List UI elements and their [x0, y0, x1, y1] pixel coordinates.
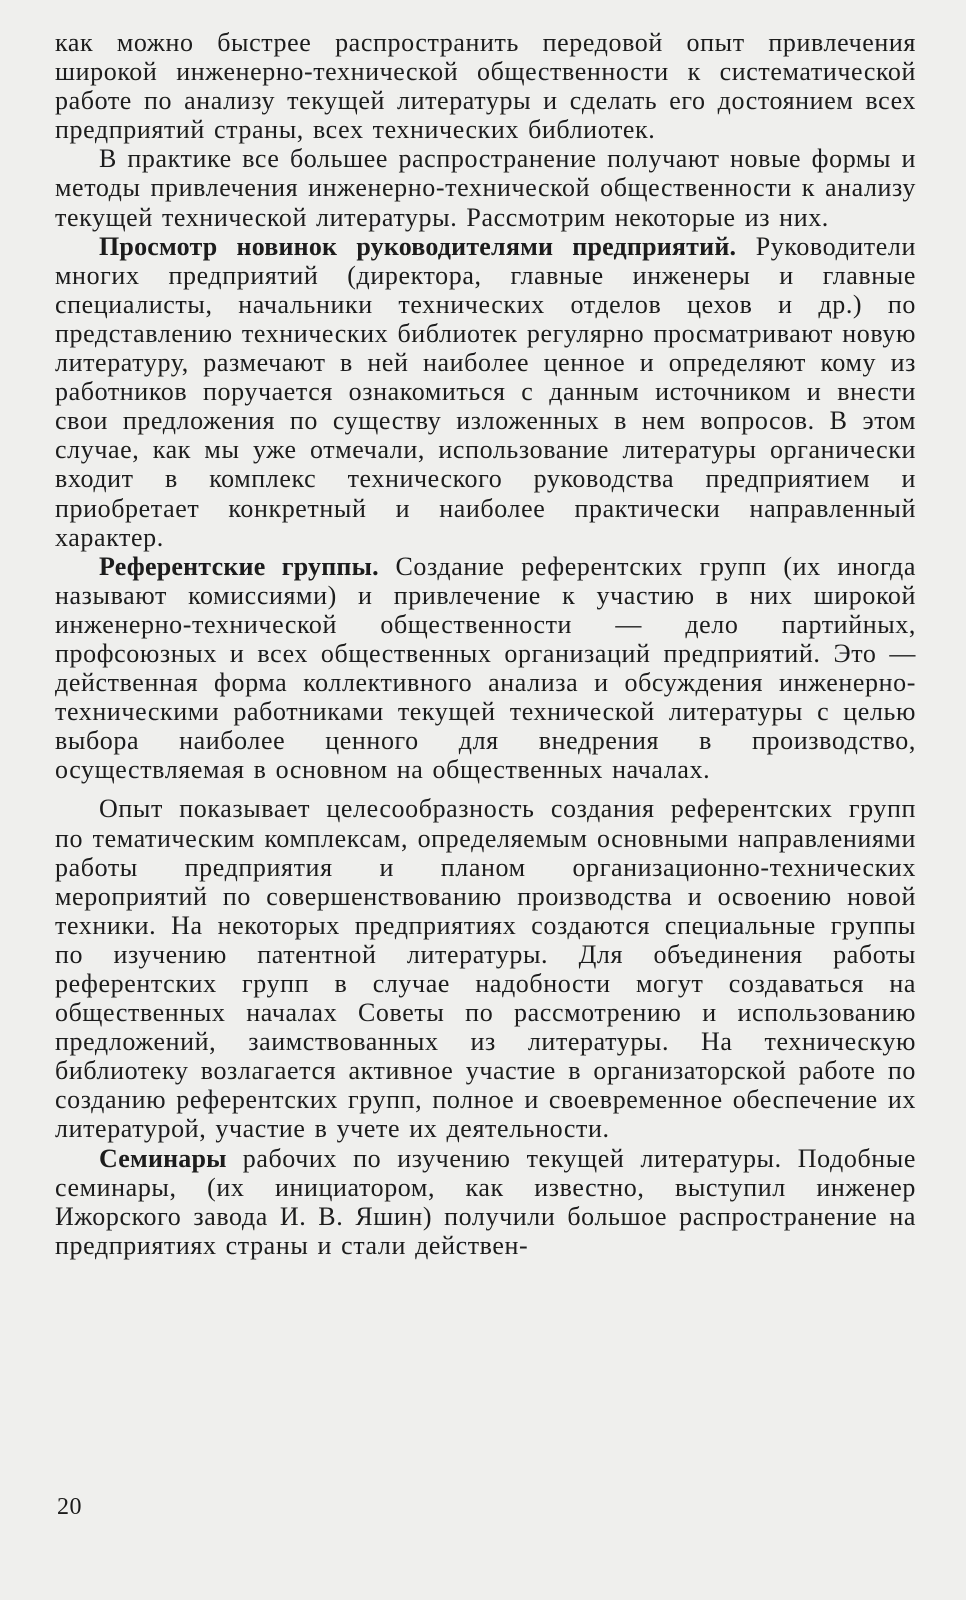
paragraph-experience — [55, 794, 916, 1143]
paragraph-text: Опыт показывает целесообразность создания референтских групп по тематическим комплексам, определяемым основными направлениями работы предприятия и планом организационно-технических мероприятий по совершенствованию производства и освоению новой техники. На некоторых предприятиях создаются специальные группы по изучению патентной литературы. Для объединения работы референтских групп в случае надобности могут создаваться на общественных началах Советы по рассмотрению и использованию предложений, заимствованных из литературы. На техническую библиотеку возлагается активное участие в организаторской работе по созданию референтских групп, полное и своевременное обеспечение их литературой, участие в учете их деятельности. — [55, 794, 916, 1144]
paragraph-continuation — [55, 28, 916, 144]
paragraph-new-forms — [55, 144, 916, 231]
paragraph-seminars — [55, 1144, 916, 1260]
paragraph-review-by-managers — [55, 232, 916, 552]
paragraph-text: как можно быстрее распространить передовой опыт привлечения широкой инженерно-технической общественности к систематической работе по анализу текущей литературы и сделать его достоянием всех предприятий страны, всех технических библиотек. — [55, 28, 916, 145]
paragraph-text: рабочих по изучению текущей литературы. Подобные семинары, (их инициатором, как известно, выступил инженер Ижорского завода И. В. Яшин) получили большое распространение на предприятиях страны и стали действен- — [55, 1143, 916, 1260]
run-in-heading: Референтские группы. — [99, 551, 379, 581]
paragraph-text: Создание референтских групп (их иногда называют комиссиями) и привлечение к участию в них широкой инженерно-технической общественности — дело партийных, профсоюзных и всех общественных организаций предприятий. Это — действенная форма коллективного анализа и обсуждения инженерно-техническими работниками текущей технической литературы с целью выбора наиболее ценного для внедрения в производство, осуществляемая в основном на общественных началах. — [55, 551, 916, 785]
paragraph-referent-groups — [55, 552, 916, 785]
run-in-heading: Просмотр новинок руководителями предприятий. — [99, 231, 737, 261]
run-in-heading: Семинары — [99, 1143, 227, 1173]
paragraph-text: Руководители многих предприятий (директора, главные инженеры и главные специалисты, начальники технических отделов цехов и др.) по представлению технических библиотек регулярно просматривают новую литературу, размечают в ней наиболее ценное и определяют кому из работников поручается ознакомиться с данным источником и внести свои предложения по существу изложенных в нем вопросов. В этом случае, как мы уже отмечали, использование литературы органически входит в комплекс технического руководства предприятием и приобретает конкретный и наиболее практически направленный характер. — [55, 231, 916, 552]
paragraph-text: В практике все большее распространение получают новые формы и методы привлечения инженерно-технической общественности к анализу текущей технической литературы. Рассмотрим некоторые из них. — [55, 144, 916, 232]
page-number: 20 — [57, 1494, 82, 1520]
